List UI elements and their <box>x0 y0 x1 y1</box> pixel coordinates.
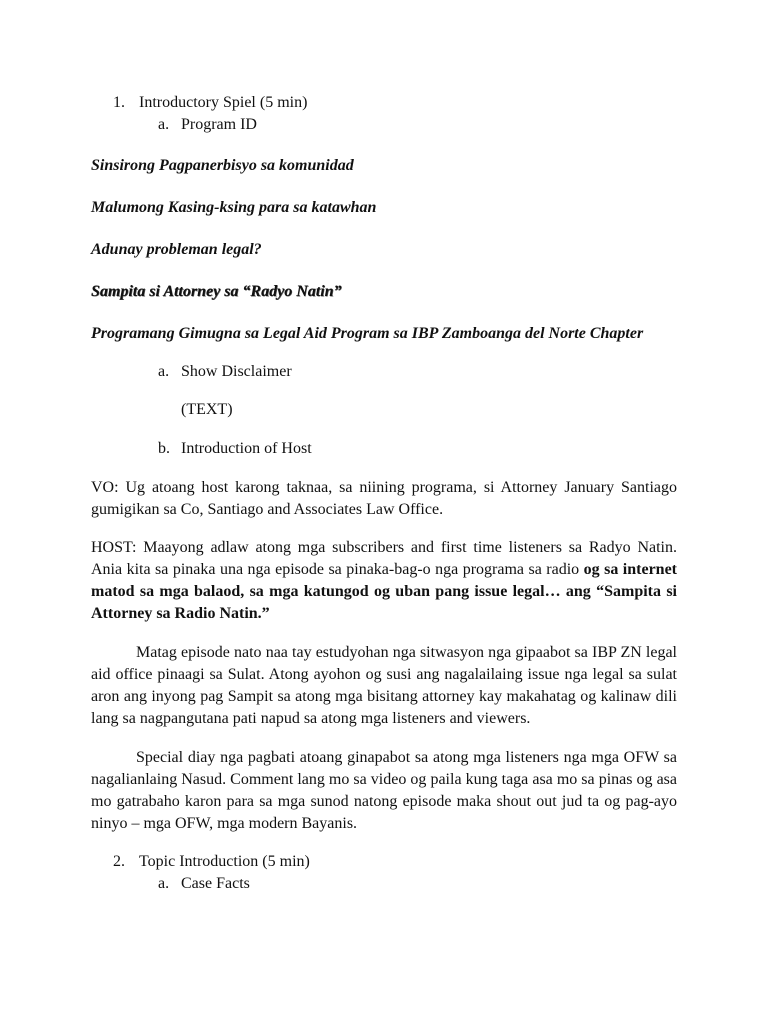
disclaimer-text: (TEXT) <box>181 401 233 418</box>
sub-a-letter: a. <box>158 116 170 133</box>
section-1-title: Introductory Spiel (5 min) <box>139 94 308 111</box>
host-paragraph-part-1: HOST: Maayong adlaw atong mga subscribers and first time listeners sa Radyo Natin. Ania kita sa pinaka una nga episode sa pinaka-bag-o nga programa sa radio <box>91 539 677 578</box>
paragraph-matag-episode: Matag episode nato naa tay estudyohan nga sitwasyon nga gipaabot sa IBP ZN legal aid office pinaagi sa Sulat. Atong ayohon og susi ang nagalailaing issue nga legal sa sulat aron ang inyong pag Sampit sa atong mga bisitang attorney kay makahatag og kalinaw dili lang sa nagpangutana pati napud sa atong mga listeners and viewers. <box>91 644 677 727</box>
program-id-line-4: Sampita si Attorney sa “Radyo Natin” <box>91 283 342 300</box>
host-paragraph <box>91 537 677 625</box>
program-id-line-3: Adunay probleman legal? <box>91 241 262 258</box>
intro-host-letter: b. <box>158 440 170 457</box>
intro-host-label: Introduction of Host <box>181 440 312 457</box>
paragraph-special-greeting: Special diay nga pagbati atoang ginapabot sa atong mga listeners nga mga OFW sa nagalianlaing Nasud. Comment lang mo sa video og paila kung taga asa mo sa pinas og asa mo gatrabaho karon para sa mga sunod natong episode maka shout out jud ta og pag-ayo ninyo – mga OFW, mga modern Bayanis. <box>91 749 677 832</box>
section-1-heading <box>91 92 677 114</box>
section-2-heading <box>91 851 677 873</box>
section-1-sub-a <box>91 114 677 136</box>
show-disclaimer-label: Show Disclaimer <box>181 363 292 380</box>
vo-paragraph: VO: Ug atoang host karong taknaa, sa niining programa, si Attorney January Santiago gumigikan sa Co, Santiago and Associates Law Office. <box>91 479 677 518</box>
intro-host-item <box>91 438 677 460</box>
program-id-line-1: Sinsirong Pagpanerbisyo sa komunidad <box>91 157 354 174</box>
host-paragraph-part-2: og sa internet matod sa mga balaod, sa mga katungod og uban pang issue legal… ang “Sampita si Attorney sa Radio Natin.” <box>91 561 677 622</box>
section-2-title: Topic Introduction (5 min) <box>139 853 310 870</box>
sub-a-label: Program ID <box>181 116 257 133</box>
case-facts-label: Case Facts <box>181 875 250 892</box>
case-facts-letter: a. <box>158 875 170 892</box>
section-2-sub-a <box>91 873 677 895</box>
section-1-number: 1. <box>113 94 125 111</box>
document-page <box>91 92 677 895</box>
show-disclaimer-letter: a. <box>158 363 170 380</box>
program-id-line-5: Programang Gimugna sa Legal Aid Program sa IBP Zamboanga del Norte Chapter <box>91 325 644 342</box>
show-disclaimer-item <box>91 361 677 383</box>
program-id-line-2: Malumong Kasing-ksing para sa katawhan <box>91 199 377 216</box>
section-2-number: 2. <box>113 853 125 870</box>
